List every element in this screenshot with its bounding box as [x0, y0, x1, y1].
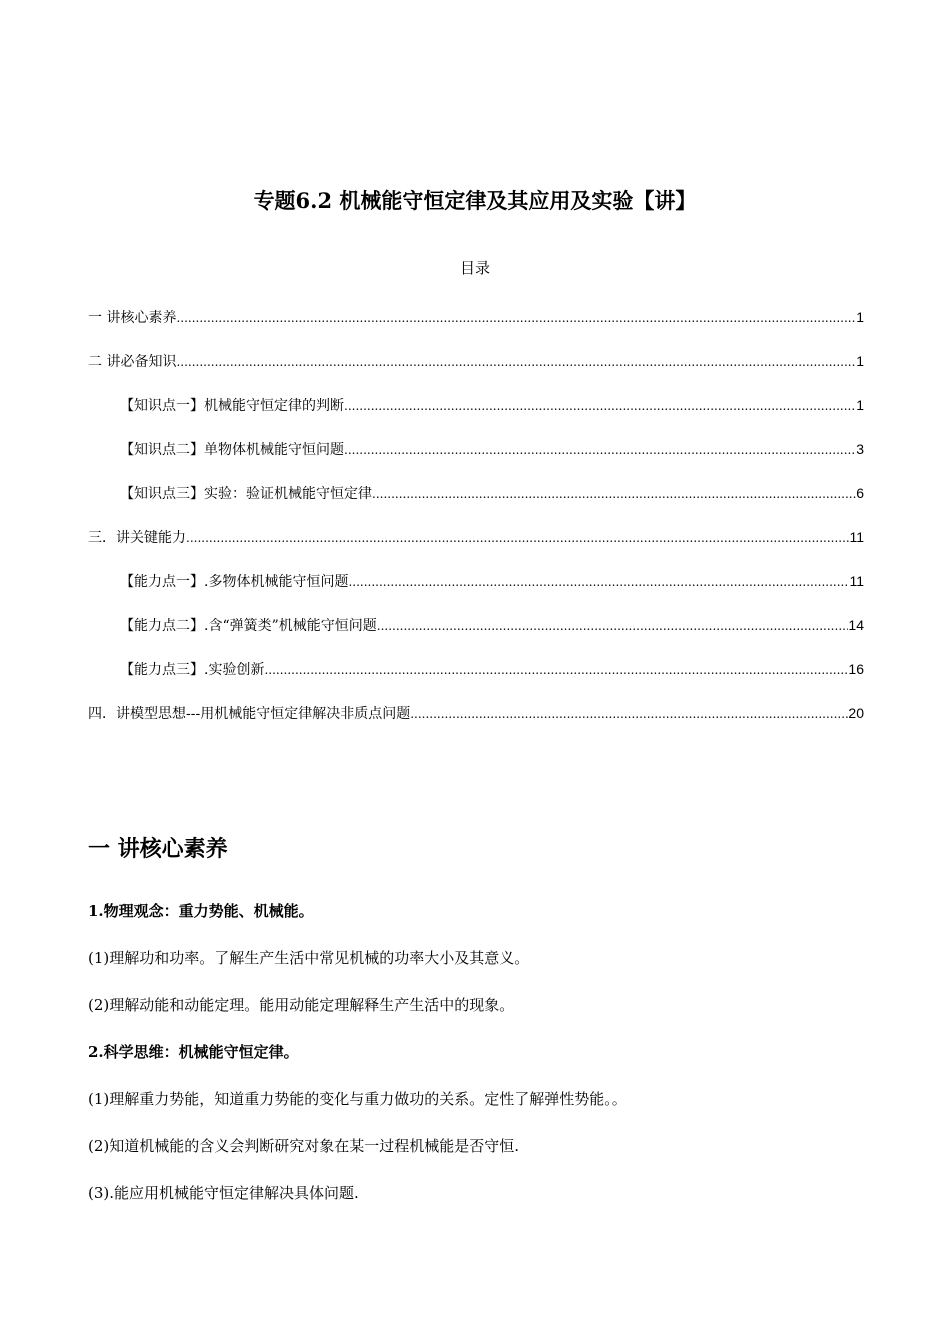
- toc-entry[interactable]: [88, 659, 864, 703]
- toc-entry-text: 三．讲关键能力: [88, 530, 186, 546]
- toc-entry[interactable]: [88, 395, 864, 439]
- toc-leader-dots: [377, 616, 849, 636]
- paragraph: (1)理解重力势能，知道重力势能的变化与重力做功的关系。定性了解弹性势能。。: [88, 1090, 627, 1108]
- toc-leader-dots: [348, 572, 849, 592]
- toc-entry-text: 【知识点三】实验：验证机械能守恒定律: [120, 486, 372, 502]
- toc-entry[interactable]: [88, 483, 864, 527]
- toc-entry-page: 3: [856, 441, 864, 457]
- toc-entry-text: 【能力点三】.实验创新: [120, 662, 265, 678]
- toc-entry-text: 【知识点一】机械能守恒定律的判断: [120, 398, 344, 414]
- toc-entry[interactable]: [88, 307, 864, 351]
- toc-entry-page: 14: [848, 617, 864, 633]
- toc-entry[interactable]: [88, 703, 864, 747]
- toc-entry[interactable]: [88, 439, 864, 483]
- toc-leader-dots: [344, 440, 856, 460]
- toc-entry-page: 16: [848, 661, 864, 677]
- section-heading: 一 讲核心素养: [88, 836, 228, 862]
- document-title: 专题6.2 机械能守恒定律及其应用及实验【讲】: [253, 188, 697, 213]
- toc-entry-page: 11: [849, 573, 864, 589]
- toc-entry-page: 1: [856, 353, 864, 369]
- toc-entry[interactable]: [88, 571, 864, 615]
- paragraph: (1)理解功和功率。了解生产生活中常见机械的功率大小及其意义。: [88, 949, 530, 967]
- table-of-contents: [88, 307, 864, 747]
- toc-entry-text: 二 讲必备知识: [88, 354, 177, 370]
- toc-entry-text: 四．讲模型思想---用机械能守恒定律解决非质点问题: [88, 706, 411, 722]
- toc-entry-page: 1: [856, 397, 864, 413]
- toc-entry-text: 【能力点二】.含“弹簧类”机械能守恒问题: [120, 618, 377, 634]
- toc-leader-dots: [176, 352, 856, 372]
- toc-entry-page: 1: [856, 309, 864, 325]
- toc-entry[interactable]: [88, 351, 864, 395]
- toc-entry-page: 20: [848, 705, 864, 721]
- toc-leader-dots: [176, 308, 856, 328]
- toc-leader-dots: [264, 660, 848, 680]
- toc-entry-text: 【能力点一】.多物体机械能守恒问题: [120, 574, 349, 590]
- toc-entry[interactable]: [88, 527, 864, 571]
- paragraph: (2)理解动能和动能定理。能用动能定理解释生产生活中的现象。: [88, 996, 515, 1014]
- toc-entry-page: 6: [856, 485, 864, 501]
- toc-entry-page: 11: [849, 529, 864, 545]
- paragraph: (2)知道机械能的含义会判断研究对象在某一过程机械能是否守恒.: [88, 1137, 520, 1155]
- toc-entry-text: 【知识点二】单物体机械能守恒问题: [120, 442, 344, 458]
- toc-leader-dots: [344, 396, 856, 416]
- toc-entry[interactable]: [88, 615, 864, 659]
- paragraph: 1.物理观念：重力势能、机械能。: [88, 902, 314, 920]
- toc-heading: 目录: [459, 259, 490, 277]
- paragraph: 2.科学思维：机械能守恒定律。: [88, 1043, 299, 1061]
- toc-leader-dots: [186, 528, 849, 548]
- paragraph: (3).能应用机械能守恒定律解决具体问题.: [88, 1184, 359, 1202]
- toc-leader-dots: [372, 484, 856, 504]
- toc-leader-dots: [410, 704, 848, 724]
- toc-entry-text: 一 讲核心素养: [88, 310, 177, 326]
